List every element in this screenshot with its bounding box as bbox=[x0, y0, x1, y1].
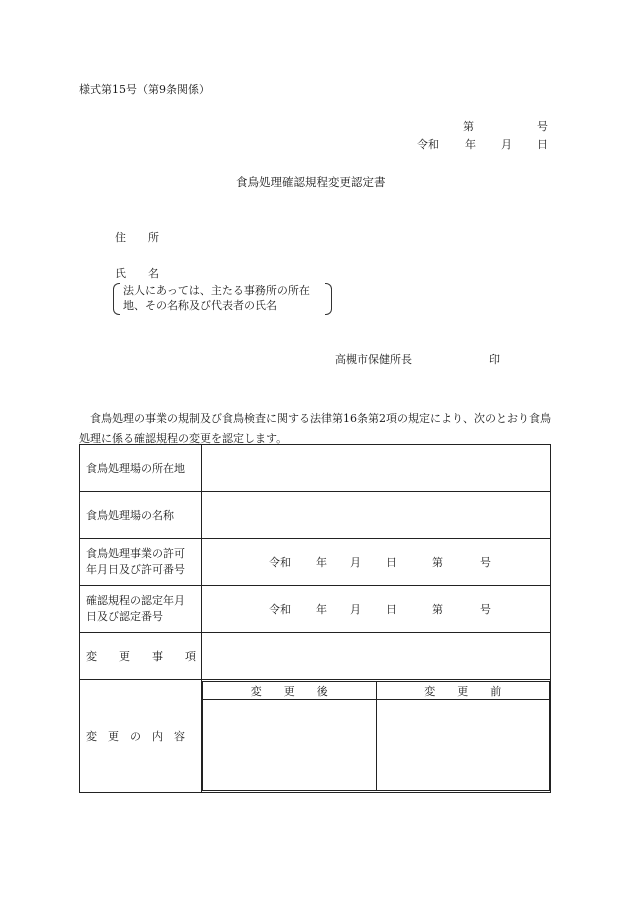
cert-era: 令和 bbox=[269, 603, 291, 616]
date-year: 年 bbox=[465, 138, 476, 151]
change-item-value bbox=[202, 633, 551, 680]
permit-label-line2: 年月日及び許可番号 bbox=[86, 563, 185, 576]
permit-go: 号 bbox=[480, 556, 491, 569]
after-change-header: 変 更 後 bbox=[203, 682, 377, 700]
change-content-label: 変 更 の 内 容 bbox=[80, 680, 202, 793]
certification-label-line2: 日及び認定番号 bbox=[86, 610, 163, 623]
change-content-cell bbox=[202, 680, 551, 793]
before-change-header: 変 更 前 bbox=[376, 682, 550, 700]
corporate-note-line2: 地、その名称及び代表者の氏名 bbox=[123, 299, 277, 312]
date-era: 令和 bbox=[417, 138, 439, 151]
corporate-note bbox=[113, 283, 332, 317]
facility-name-value bbox=[202, 492, 551, 539]
certification-date-number bbox=[202, 586, 551, 633]
permit-label-line1: 食鳥処理事業の許可 bbox=[86, 547, 185, 560]
change-content-grid bbox=[202, 681, 550, 791]
permit-date-number bbox=[202, 539, 551, 586]
seal-mark: 印 bbox=[489, 353, 500, 366]
certification-label bbox=[80, 586, 202, 633]
ref-dai: 第 bbox=[463, 120, 474, 133]
facility-name-label: 食鳥処理場の名称 bbox=[80, 492, 202, 539]
cert-dai: 第 bbox=[432, 603, 443, 616]
date-month: 月 bbox=[501, 138, 512, 151]
right-bracket bbox=[325, 283, 332, 315]
address-label: 住 所 bbox=[115, 231, 159, 244]
cert-day: 日 bbox=[386, 603, 397, 616]
permit-dai: 第 bbox=[432, 556, 443, 569]
facility-location-label: 食鳥処理場の所在地 bbox=[80, 445, 202, 492]
ref-go: 号 bbox=[537, 120, 548, 133]
after-change-value bbox=[203, 700, 377, 791]
cert-go: 号 bbox=[480, 603, 491, 616]
permit-label bbox=[80, 539, 202, 586]
form-number: 様式第15号（第9条関係） bbox=[79, 83, 210, 96]
name-label: 氏 名 bbox=[115, 267, 159, 280]
permit-day: 日 bbox=[386, 556, 397, 569]
certification-label-line1: 確認規程の認定年月 bbox=[86, 594, 185, 607]
issuer: 高槻市保健所長 bbox=[335, 353, 412, 366]
corporate-note-line1: 法人にあっては、主たる事務所の所在 bbox=[123, 284, 310, 297]
before-change-value bbox=[376, 700, 550, 791]
left-bracket bbox=[113, 283, 120, 315]
cert-year: 年 bbox=[316, 603, 327, 616]
body-text: 食鳥処理の事業の規制及び食鳥検査に関する法律第16条第2項の規定により、次のとおり食鳥処理に係る確認規程の変更を認定します。 bbox=[79, 412, 551, 445]
facility-location-value bbox=[202, 445, 551, 492]
permit-month: 月 bbox=[350, 556, 361, 569]
date-day: 日 bbox=[537, 138, 548, 151]
permit-era: 令和 bbox=[269, 556, 291, 569]
change-item-label: 変 更 事 項 bbox=[80, 633, 202, 680]
cert-month: 月 bbox=[350, 603, 361, 616]
change-details-table bbox=[79, 444, 551, 793]
document-title: 食鳥処理確認規程変更認定書 bbox=[236, 175, 386, 189]
permit-year: 年 bbox=[316, 556, 327, 569]
